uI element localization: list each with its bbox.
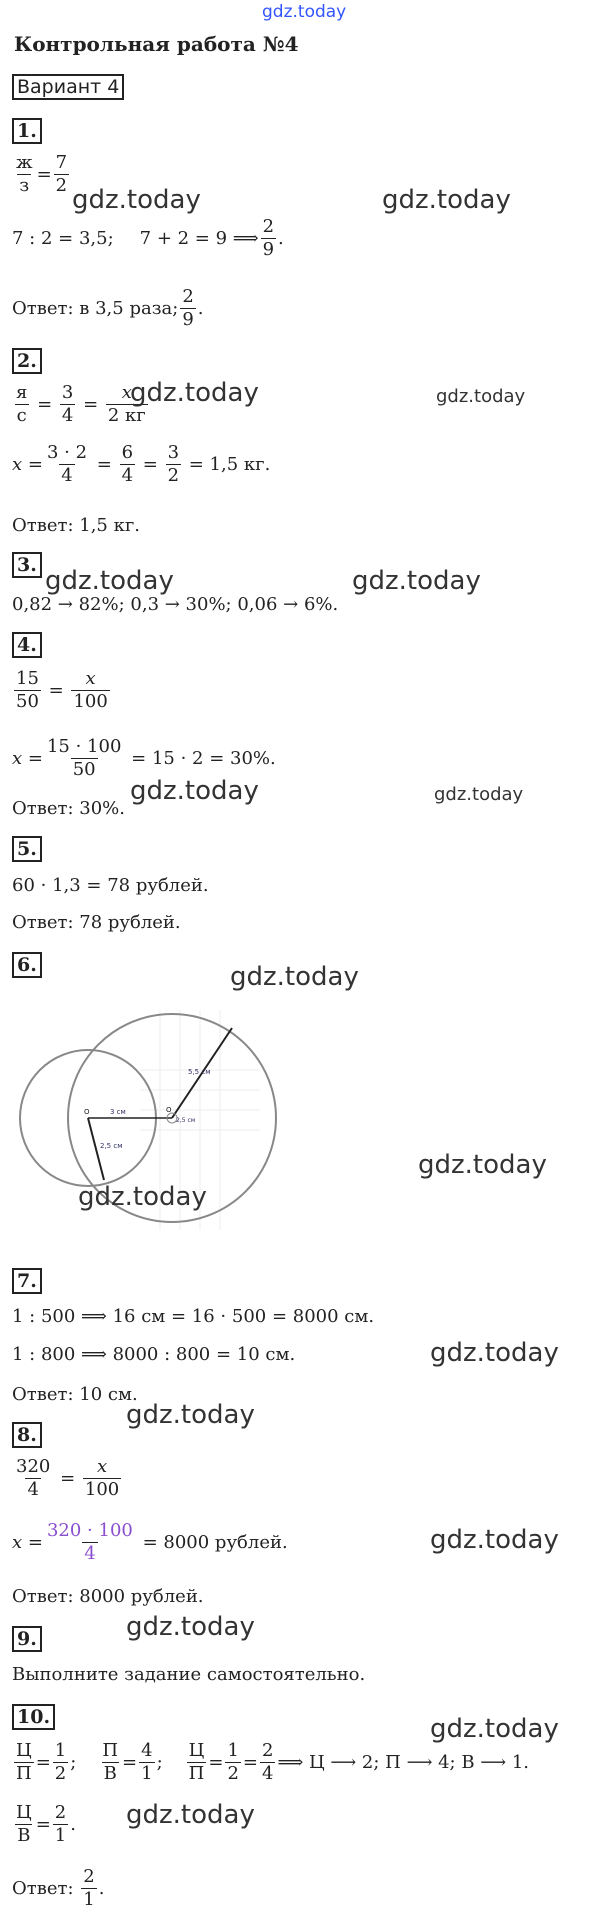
- task-10-answer: [12, 1866, 104, 1911]
- separator: ;: [156, 1752, 163, 1773]
- answer-text: Ответ: в 3,5 раза;: [12, 298, 179, 319]
- task-7-line1: 1 : 500 ⟹ 16 см = 16 · 500 = 8000 см.: [12, 1306, 375, 1327]
- watermark: gdz.today: [436, 386, 526, 407]
- variant-label: Вариант 4: [12, 74, 124, 100]
- frac-den: В: [17, 1825, 31, 1846]
- frac-den: 50: [16, 691, 39, 712]
- task-9-number: 9.: [12, 1626, 42, 1652]
- frac-num: 7: [55, 152, 68, 173]
- frac-num: 2: [54, 1802, 67, 1823]
- task-4-proportion: $\frac{15}{50}$ = $\frac{x}{100}$: [16, 668, 108, 712]
- frac-num: 4: [141, 1740, 153, 1761]
- task-1-ratio: [12, 152, 71, 197]
- result: = 1,5 кг.: [188, 454, 271, 475]
- period: .: [278, 228, 284, 249]
- watermark: gdz.today: [78, 1182, 207, 1212]
- watermark: gdz.today: [130, 378, 259, 408]
- frac-den: 4: [61, 405, 74, 426]
- frac-den: 100: [84, 1479, 120, 1500]
- task-8-solution: [12, 1520, 288, 1565]
- watermark: gdz.today: [430, 1338, 559, 1368]
- label-o1: O: [166, 1106, 172, 1114]
- watermark: gdz.today: [352, 566, 481, 596]
- answer-text: Ответ:: [12, 1878, 74, 1899]
- task-3-line: 0,82 → 82%; 0,3 → 30%; 0,06 → 6%.: [12, 594, 339, 615]
- label-big-radius: 5,5 см: [188, 1068, 211, 1076]
- frac-den: з: [19, 175, 30, 196]
- watermark: gdz.today: [126, 1800, 255, 1830]
- task-7-number: 7.: [12, 1268, 42, 1294]
- watermark: gdz.today: [382, 185, 511, 215]
- task-5-number: 5.: [12, 836, 42, 862]
- period: .: [70, 1814, 76, 1835]
- frac-den: 1: [141, 1763, 153, 1784]
- frac-num: 320 · 100: [46, 1520, 133, 1541]
- page-title: Контрольная работа №4: [14, 32, 299, 56]
- frac-num: Ц: [188, 1740, 205, 1761]
- watermark: gdz.today: [418, 1150, 547, 1180]
- task-1-calc: [12, 216, 284, 261]
- frac-num: 2: [182, 286, 194, 307]
- frac-den: 4: [27, 1479, 39, 1500]
- x-equals: x =: [12, 1532, 43, 1553]
- task-5-line: 60 · 1,3 = 78 рублей.: [12, 875, 209, 896]
- watermark: gdz.today: [430, 1525, 559, 1555]
- task-7-answer: Ответ: 10 см.: [12, 1384, 138, 1405]
- frac-num: 320: [16, 1456, 51, 1477]
- frac-num: 1: [54, 1740, 67, 1761]
- task-2-answer: Ответ: 1,5 кг.: [12, 515, 140, 536]
- watermark-top: gdz.today: [262, 2, 347, 22]
- frac-num: я: [16, 382, 28, 403]
- frac-num: 6: [121, 442, 134, 463]
- label-small-radius: 2,5 см: [100, 1142, 123, 1150]
- task-2-proportion: $\frac{я}{с}$ = $\frac{3}{4}$ = $\frac{x}{2 кг}$: [16, 382, 146, 426]
- task-10-number: 10.: [12, 1704, 55, 1730]
- frac-den: В: [103, 1763, 117, 1784]
- task-2-number: 2.: [12, 348, 42, 374]
- frac-den: 1: [83, 1889, 95, 1910]
- result: = 8000 рублей.: [142, 1532, 288, 1553]
- watermark: gdz.today: [126, 1612, 255, 1642]
- label-o: O: [84, 1108, 90, 1116]
- frac-den: П: [16, 1763, 32, 1784]
- frac-den: 4: [262, 1763, 274, 1784]
- frac-den: 2 кг: [107, 405, 146, 426]
- frac-num: x: [96, 1456, 108, 1477]
- frac-den: 4: [121, 465, 134, 486]
- frac-num: x: [121, 382, 132, 403]
- frac-den: 4: [84, 1543, 96, 1564]
- watermark: gdz.today: [130, 776, 259, 806]
- separator: ;: [70, 1752, 77, 1773]
- calc-part: 7 + 2 = 9 ⟹: [139, 228, 259, 249]
- frac-num: ж: [16, 152, 33, 173]
- frac-num: 3 · 2: [46, 442, 88, 463]
- task-3-number: 3.: [12, 552, 42, 578]
- x-equals: x =: [12, 454, 43, 475]
- task-8-answer: Ответ: 8000 рублей.: [12, 1586, 204, 1607]
- frac-num: Ц: [16, 1740, 32, 1761]
- frac-den: 2: [167, 465, 180, 486]
- task-10-line2: $\frac{Ц}{В}$ = $\frac{2}{1}$ .: [16, 1802, 76, 1846]
- task-6-number: 6.: [12, 952, 42, 978]
- task-1-answer: [12, 286, 204, 331]
- frac-num: Ц: [16, 1802, 32, 1823]
- equals: =: [36, 164, 52, 185]
- label-d2: 2,5 см: [176, 1117, 196, 1124]
- frac-num: 2: [262, 1740, 274, 1761]
- task-8-number: 8.: [12, 1422, 42, 1448]
- frac-den: 100: [73, 691, 108, 712]
- frac-den: 2: [55, 175, 68, 196]
- calc-part: 7 : 2 = 3,5;: [12, 228, 114, 249]
- task-8-proportion: $\frac{320}{4}$ = $\frac{x}{100}$: [16, 1456, 120, 1500]
- frac-num: 1: [227, 1740, 239, 1761]
- task-4-solution: [12, 736, 276, 781]
- frac-den: 2: [54, 1763, 67, 1784]
- task-2-solution: x = $\frac{3 \cdot 2}{4}$ = $\frac{6}{4}$ = $\frac{3}{2}$ = 1,5 кг.: [12, 442, 271, 486]
- watermark: gdz.today: [434, 784, 524, 805]
- frac-den: с: [16, 405, 27, 426]
- watermark: gdz.today: [72, 185, 201, 215]
- frac-num: 3: [167, 442, 180, 463]
- frac-den: 50: [72, 759, 96, 780]
- watermark: gdz.today: [126, 1400, 255, 1430]
- frac-den: 4: [61, 465, 73, 486]
- result: ⟹ Ц ⟶ 2; П ⟶ 4; В ⟶ 1.: [277, 1752, 529, 1773]
- task-9-line: Выполните задание самостоятельно.: [12, 1664, 366, 1685]
- watermark: gdz.today: [230, 962, 359, 992]
- frac-num: 2: [83, 1866, 95, 1887]
- label-distance: 3 см: [110, 1108, 126, 1116]
- frac-num: П: [102, 1740, 119, 1761]
- frac-den: 9: [182, 309, 194, 330]
- frac-num: 3: [61, 382, 74, 403]
- frac-num: x: [85, 668, 96, 689]
- frac-den: 1: [54, 1825, 67, 1846]
- period: .: [197, 298, 204, 319]
- frac-den: П: [188, 1763, 205, 1784]
- frac-den: 2: [227, 1763, 239, 1784]
- frac-den: 9: [262, 239, 275, 260]
- task-4-number: 4.: [12, 632, 42, 658]
- task-1-number: 1.: [12, 118, 42, 144]
- task-5-answer: Ответ: 78 рублей.: [12, 912, 181, 933]
- frac-num: 2: [262, 216, 275, 237]
- watermark: gdz.today: [430, 1714, 559, 1744]
- period: .: [98, 1878, 105, 1899]
- result: = 15 · 2 = 30%.: [131, 748, 276, 769]
- task-4-answer: Ответ: 30%.: [12, 798, 125, 819]
- watermark: gdz.today: [45, 566, 174, 596]
- frac-num: 15 · 100: [46, 736, 122, 757]
- frac-num: 15: [16, 668, 39, 689]
- task-7-line2: 1 : 800 ⟹ 8000 : 800 = 10 см.: [12, 1344, 296, 1365]
- x-equals: x =: [12, 748, 43, 769]
- task-10-line1: $\frac{Ц}{П}$ = $\frac{1}{2}$ ; $\frac{П}{В}$ = $\frac{4}{1}$ ; $\frac{Ц}{П}$ = $\frac{1}{2}$ = $\frac{2}{4}$ ⟹ Ц ⟶ 2; П ⟶ 4; В ⟶ 1.: [16, 1740, 529, 1784]
